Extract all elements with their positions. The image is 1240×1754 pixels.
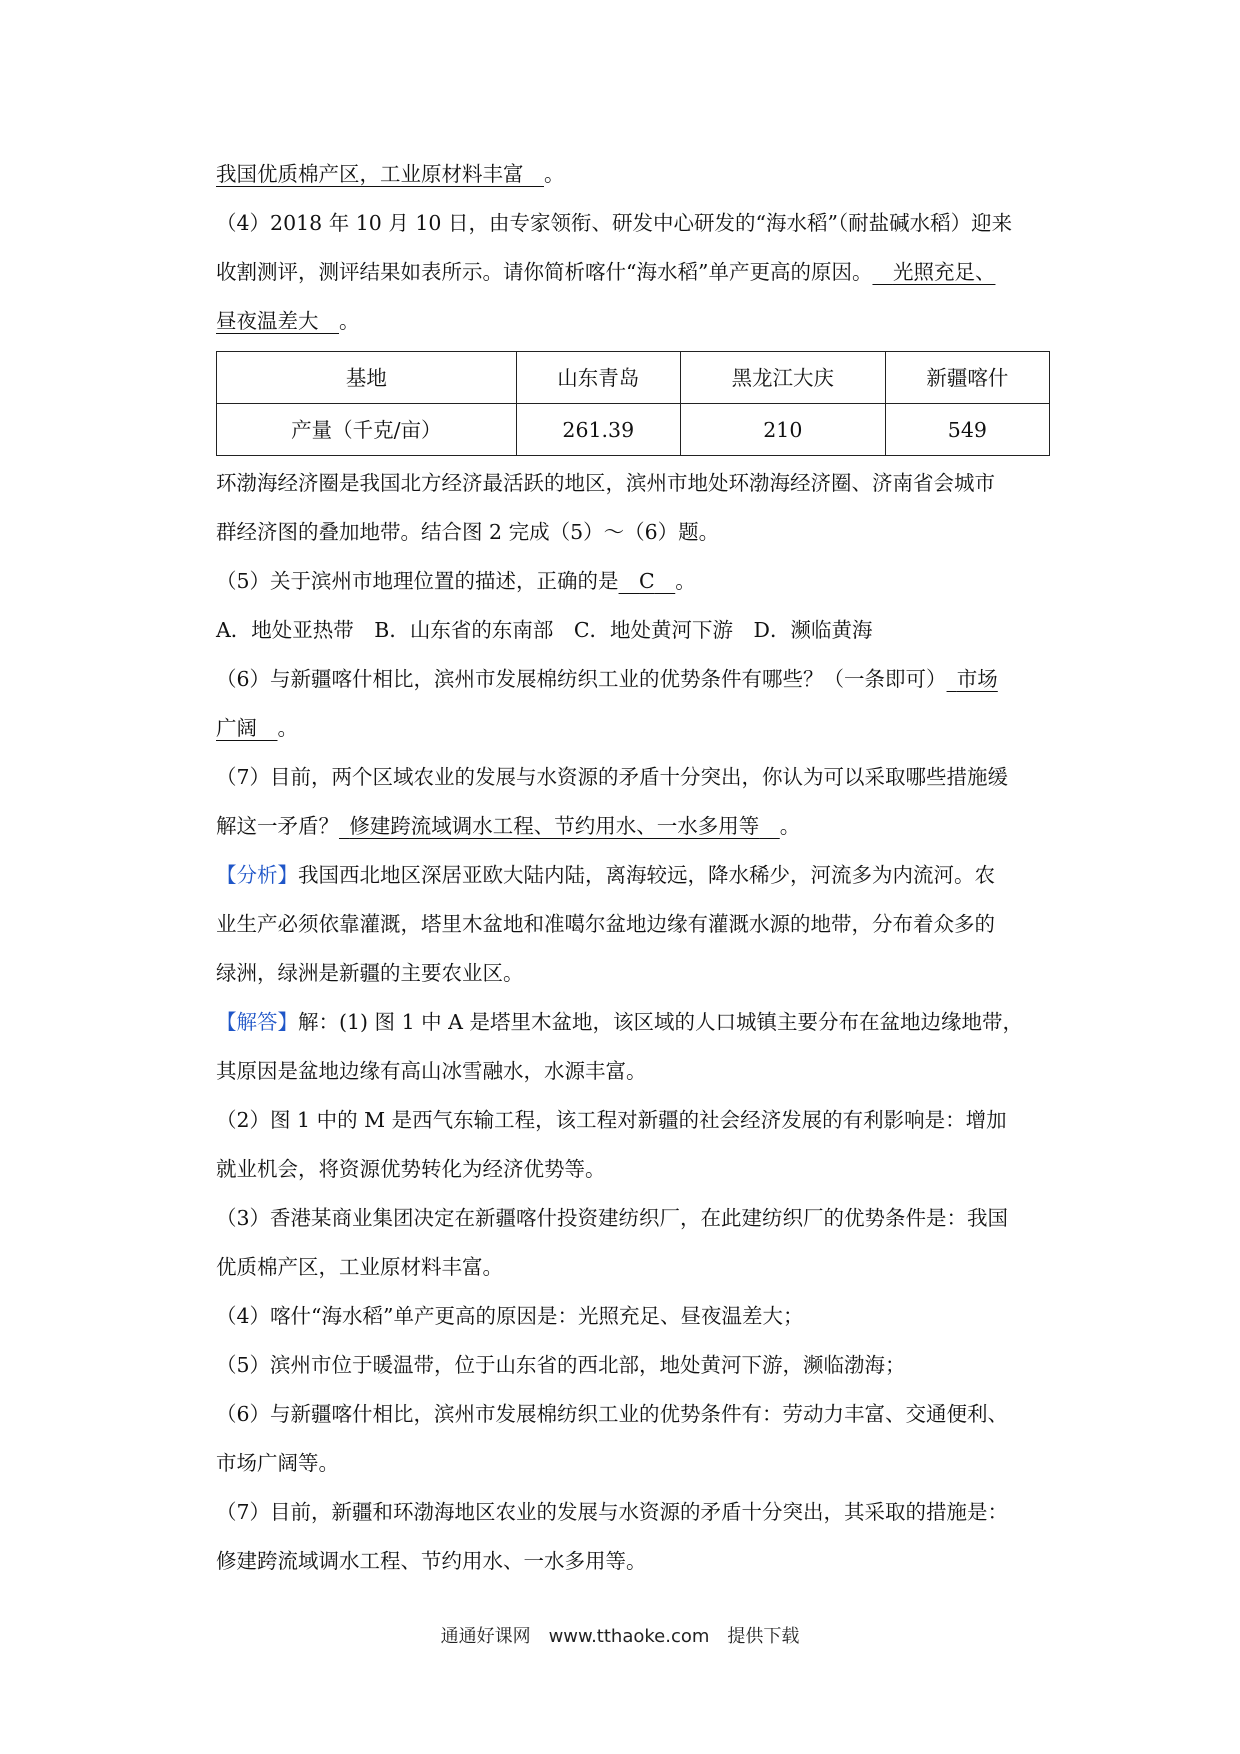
analysis-tag: 【分析】: [216, 863, 298, 887]
table-header-cell: 新疆喀什: [885, 352, 1049, 404]
solution-s4: （4）喀什“海水稻”单产更高的原因是：光照充足、昼夜温差大；: [216, 1304, 804, 1328]
solution-s6-line2: 市场广阔等。: [216, 1451, 339, 1475]
q4-answer-part2: 昼夜温差大: [216, 309, 319, 333]
solution-s3-line1: （3）香港某商业集团决定在新疆喀什投资建纺织厂，在此建纺织厂的优势条件是：我国: [216, 1206, 1009, 1230]
q5-answer: C: [639, 569, 655, 593]
q3-answer-line: 我国优质棉产区，工业原材料丰富 。: [216, 162, 565, 186]
solution-s6-line1: （6）与新疆喀什相比，滨州市发展棉纺织工业的优势条件有：劳动力丰富、交通便利、: [216, 1402, 1009, 1426]
table-cell: 549: [885, 404, 1049, 456]
analysis-line2: 业生产必须依靠灌溉，塔里木盆地和准噶尔盆地边缘有灌溉水源的地带，分布着众多的: [216, 912, 995, 936]
intro-line2: 群经济图的叠加地带。结合图 2 完成（5）～（6）题。: [216, 520, 720, 544]
table-row-label: 产量（千克/亩）: [217, 404, 517, 456]
q6-answer-part2: 广阔: [216, 716, 257, 740]
table-cell: 210: [680, 404, 885, 456]
solution-tag: 【解答】: [216, 1010, 298, 1034]
document-body: [216, 150, 1050, 1586]
q5-question: （5）关于滨州市地理位置的描述，正确的是 C 。: [216, 569, 696, 593]
q7-line2: 解这一矛盾？ 修建跨流域调水工程、节约用水、一水多用等 。: [216, 814, 801, 838]
q6-answer-part1: 市场: [956, 667, 998, 691]
intro-line1: 环渤海经济圈是我国北方经济最活跃的地区，滨州市地处环渤海经济圈、济南省会城市: [216, 471, 995, 495]
solution-s3-line2: 优质棉产区，工业原材料丰富。: [216, 1255, 503, 1279]
q3-answer: 我国优质棉产区，工业原材料丰富: [216, 162, 524, 186]
q4-answer-part1: 光照充足、: [892, 260, 996, 284]
table-header-row: [217, 352, 1050, 404]
table-row: [217, 404, 1050, 456]
solution-s2-line2: 就业机会，将资源优势转化为经济优势等。: [216, 1157, 606, 1181]
analysis-line3: 绿洲，绿洲是新疆的主要农业区。: [216, 961, 524, 985]
q4-line3: 昼夜温差大 。: [216, 309, 360, 333]
q4-line2: 收割测评，测评结果如表所示。请你简析喀什“海水稻”单产更高的原因。 光照充足、: [216, 260, 996, 284]
q7-line1: （7）目前，两个区域农业的发展与水资源的矛盾十分突出，你认为可以采取哪些措施缓: [216, 765, 1009, 789]
table-header-cell: 黑龙江大庆: [680, 352, 885, 404]
q7-answer: 修建跨流域调水工程、节约用水、一水多用等: [349, 814, 760, 838]
q6-answer-line: 广阔 。: [216, 716, 298, 740]
table-cell: 261.39: [516, 404, 680, 456]
table-header-cell: 山东青岛: [516, 352, 680, 404]
solution-s5: （5）滨州市位于暖温带，位于山东省的西北部，地处黄河下游，濒临渤海；: [216, 1353, 906, 1377]
solution-line1: 【解答】解：(1) 图 1 中 A 是塔里木盆地，该区域的人口城镇主要分布在盆地边缘地带，: [216, 1010, 1023, 1034]
yield-table: [216, 351, 1050, 456]
page-footer: 通通好课网 www.tthaoke.com 提供下载: [440, 1626, 800, 1647]
analysis-line1: 【分析】我国西北地区深居亚欧大陆内陆，离海较远，降水稀少，河流多为内流河。农: [216, 863, 995, 887]
q5-options: A．地处亚热带 B．山东省的东南部 C．地处黄河下游 D．濒临黄海: [216, 618, 873, 642]
solution-s7-line2: 修建跨流域调水工程、节约用水、一水多用等。: [216, 1549, 647, 1573]
q4-line1: （4）2018 年 10 月 10 日，由专家领衔、研发中心研发的“海水稻”（耐盐碱水稻）迎来: [216, 211, 1013, 235]
solution-line2: 其原因是盆地边缘有高山冰雪融水，水源丰富。: [216, 1059, 647, 1083]
q6-question: （6）与新疆喀什相比，滨州市发展棉纺织工业的优势条件有哪些？（一条即可） 市场: [216, 667, 998, 691]
table-header-cell: 基地: [217, 352, 517, 404]
solution-s2-line1: （2）图 1 中的 M 是西气东输工程，该工程对新疆的社会经济发展的有利影响是：增加: [216, 1108, 1007, 1132]
solution-s7-line1: （7）目前，新疆和环渤海地区农业的发展与水资源的矛盾十分突出，其采取的措施是：: [216, 1500, 1009, 1524]
